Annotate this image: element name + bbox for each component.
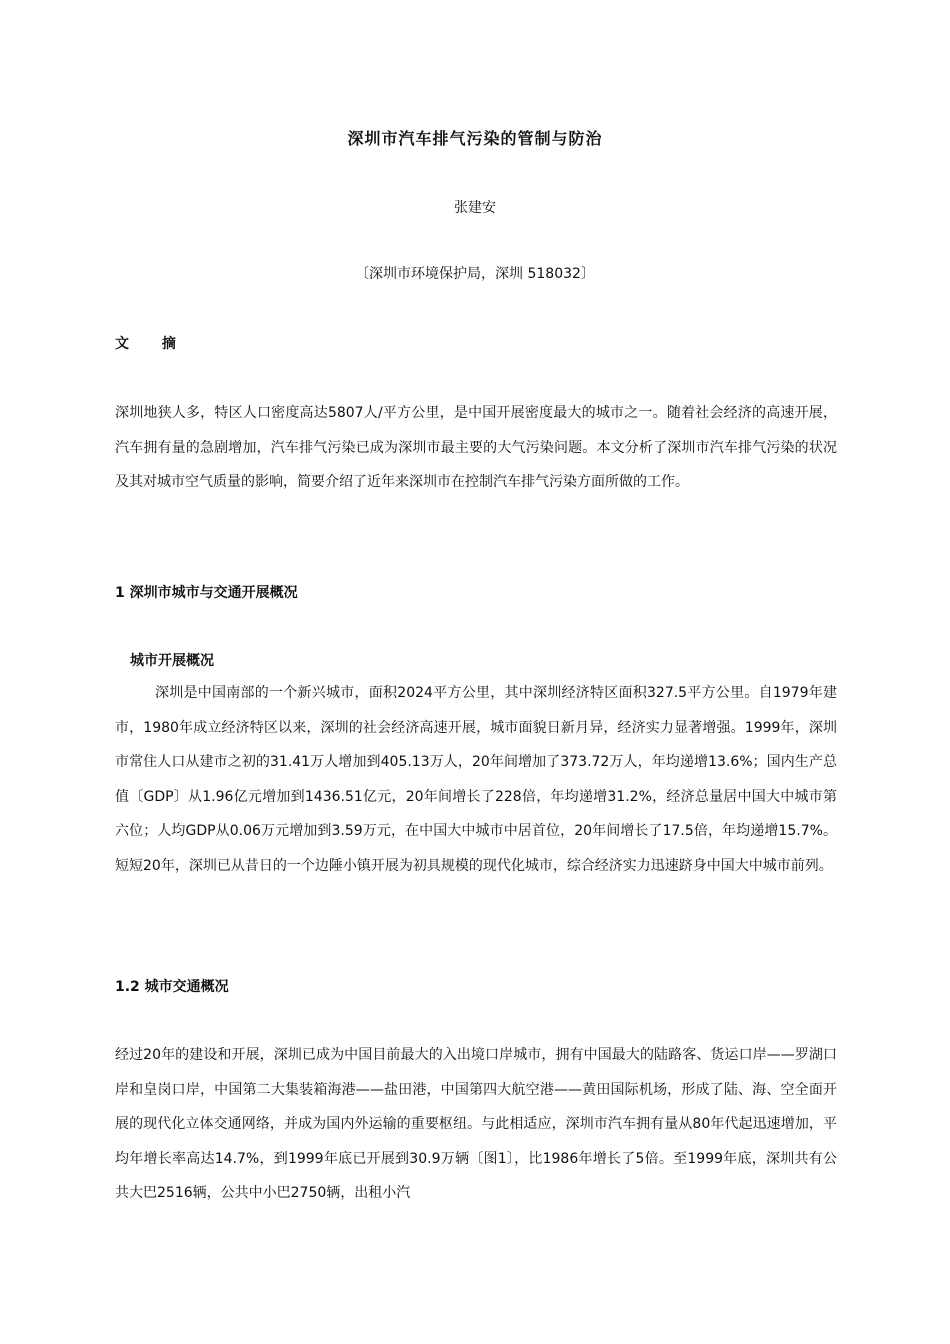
abstract-paragraph: 深圳地狭人多，特区人口密度高达5807人/平方公里，是中国开展密度最大的城市之一。随着社会经济的高速开展，汽车拥有量的急剧增加，汽车排气污染已成为深圳市最主要的大气污染问题。本文分析了深圳市汽车排气污染的状况及其对城市空气质量的影响，简要介绍了近年来深圳市在控制汽车排气污染方面所做的工作。 <box>115 405 837 490</box>
section-1-2-paragraph: 经过20年的建设和开展，深圳已成为中国目前最大的入出境口岸城市，拥有中国最大的陆路客、货运口岸——罗湖口岸和皇岗口岸，中国第二大集装箱海港——盐田港，中国第四大航空港——黄田国际机场，形成了陆、海、空全面开展的现代化立体交通网络，并成为国内外运输的重要枢纽。与此相适应，深圳市汽车拥有量从80年代起迅速增加，平均年增长率高达14.7%，到1999年底已开展到30.9万辆〔图1〕，比1986年增长了5倍。至1999年底，深圳共有公共大巴2516辆，公共中小巴2750辆，出租小汽 <box>115 1047 837 1201</box>
section-1-2-heading: 1.2 城市交通概况 <box>115 979 229 995</box>
section-1-heading: 1 深圳市城市与交通开展概况 <box>115 585 298 601</box>
author-affiliation: 〔深圳市环境保护局，深圳 518032〕 <box>355 266 595 282</box>
abstract-heading: 文 摘 <box>115 336 190 352</box>
section-1-1-paragraph: 深圳是中国南部的一个新兴城市，面积2024平方公里，其中深圳经济特区面积327.5平方公里。自1979年建市，1980年成立经济特区以来，深圳的社会经济高速开展，城市面貌日新月异，经济实力显著增强。1999年，深圳市常住人口从建市之初的31.41万人增加到405.13万人，20年间增加了373.72万人，年均递增13.6%；国内生产总值〔GDP〕从1.96亿元增加到1436.51亿元，20年间增长了228倍，年均递增31.2%，经济总量居中国大中城市第六位；人均GDP从0.06万元增加到3.59万元，在中国大中城市中居首位，20年间增长了17.5倍，年均递增15.7%。短短20年，深圳已从昔日的一个边陲小镇开展为初具规模的现代化城市，综合经济实力迅速跻身中国大中城市前列。 <box>115 685 837 874</box>
document-title: 深圳市汽车排气污染的管制与防治 <box>347 129 603 148</box>
author-name: 张建安 <box>454 200 496 216</box>
section-1-1-heading: 城市开展概况 <box>130 653 214 669</box>
